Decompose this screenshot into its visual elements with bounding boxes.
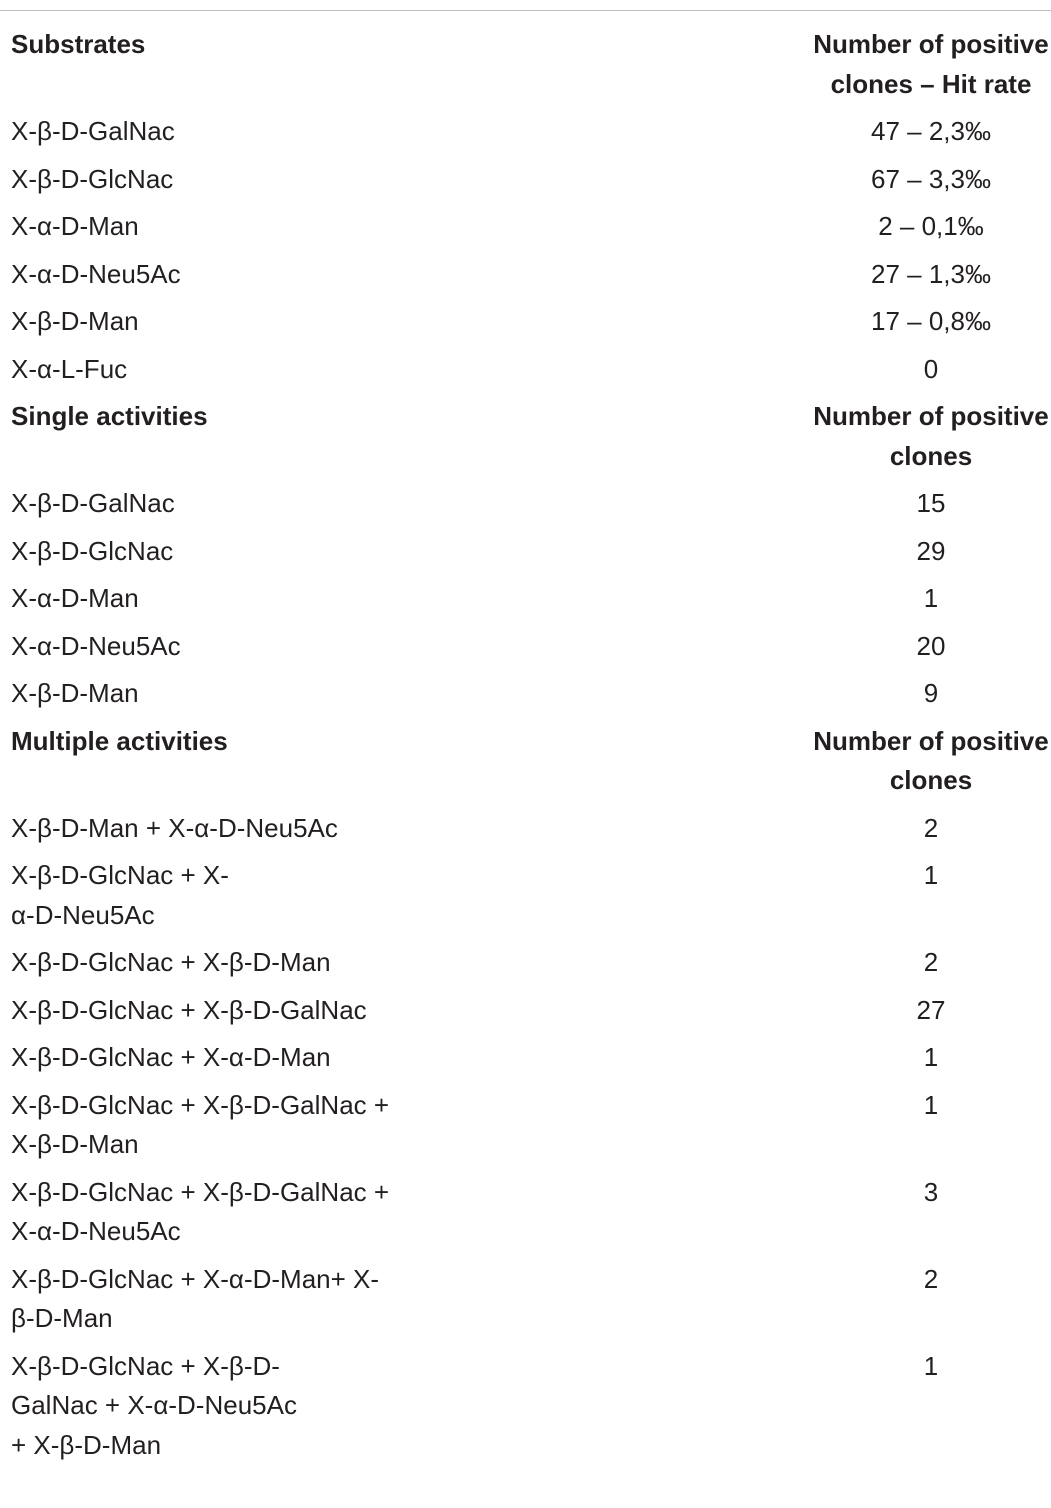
row-label: X-β-D-GlcNac + X-β-D-GalNac + X-β-D-Man — [11, 1089, 390, 1159]
table-row — [0, 1347, 1051, 1466]
row-label: X-β-D-GlcNac — [11, 163, 174, 194]
table-row — [0, 991, 1051, 1039]
row-value: 20 — [916, 630, 946, 661]
top-rule — [0, 10, 1051, 11]
table-row — [0, 302, 1051, 350]
row-value: 15 — [916, 488, 946, 518]
row-label: X-α-L-Fuc — [11, 353, 128, 384]
section-heading-label: Multiple activities — [11, 725, 228, 756]
row-label: X-β-D-GlcNac + X-β-D-Man — [11, 947, 331, 977]
table-row — [0, 627, 1051, 675]
section-header-multiple-activities — [0, 722, 1051, 809]
section-header-single-activities — [0, 397, 1051, 484]
row-value: 1 — [923, 1350, 939, 1381]
section-heading-value: Number of positive clones — [813, 725, 1049, 795]
row-label: X-β-D-GalNac — [11, 116, 175, 146]
row-label: X-α-D-Man — [11, 583, 139, 613]
row-label: X-β-D-Man + X-α-D-Neu5Ac — [11, 812, 338, 843]
row-value: 1 — [923, 1089, 939, 1120]
row-value: 2 — [923, 812, 939, 843]
row-value: 29 — [916, 535, 946, 566]
table-row — [0, 1173, 1051, 1260]
row-label: X-β-D-GlcNac + X-β-D-GalNac — [11, 994, 367, 1025]
section-heading-label: Substrates — [11, 29, 146, 59]
row-label: X-β-D-GalNac — [11, 488, 175, 518]
row-label: X-α-D-Neu5Ac — [11, 258, 181, 289]
row-value: 1 — [923, 583, 939, 613]
section-heading-value: Number of positive clones – Hit rate — [813, 29, 1049, 99]
table-row — [0, 1038, 1051, 1086]
row-value: 27 — [916, 994, 946, 1025]
row-value: 2 — [923, 1263, 939, 1294]
table-row — [0, 484, 1051, 532]
substrate-activity-table — [0, 25, 1051, 1465]
table-row — [0, 856, 1051, 943]
row-label: X-β-D-GlcNac + X-α-D-Man+ X-β-D-Man — [11, 1263, 380, 1333]
table-row — [0, 1260, 1051, 1347]
row-value: 17 – 0,8‰ — [871, 306, 991, 336]
row-value: 1 — [923, 860, 939, 890]
row-label: X-β-D-GlcNac — [11, 535, 174, 566]
row-value: 2 — [923, 947, 939, 977]
table-row — [0, 207, 1051, 255]
table-row — [0, 160, 1051, 208]
row-label: X-α-D-Neu5Ac — [11, 630, 181, 661]
section-heading-value: Number of positive clones — [813, 401, 1049, 471]
row-value: 0 — [923, 353, 939, 384]
section-header-substrates — [0, 25, 1051, 112]
table-row — [0, 579, 1051, 627]
table-row — [0, 532, 1051, 580]
row-value: 1 — [923, 1042, 939, 1072]
row-label: X-β-D-Man — [11, 306, 139, 336]
row-value: 47 – 2,3‰ — [871, 116, 991, 146]
table-row — [0, 674, 1051, 722]
row-label: X-β-D-GlcNac + X-α-D-Man — [11, 1042, 331, 1072]
row-value: 27 – 1,3‰ — [871, 258, 991, 289]
table-row — [0, 255, 1051, 303]
table-row — [0, 350, 1051, 398]
table-row — [0, 943, 1051, 991]
section-heading-label: Single activities — [11, 401, 208, 431]
table-row — [0, 112, 1051, 160]
row-label: X-α-D-Man — [11, 211, 139, 241]
table-row — [0, 809, 1051, 857]
row-label: X-β-D-GlcNac + X-α-D-Neu5Ac — [11, 860, 229, 930]
table-row — [0, 1086, 1051, 1173]
row-label: X-β-D-GlcNac + X-β-D-GalNac + X-α-D-Neu5Ac — [11, 1176, 390, 1246]
row-value: 67 – 3,3‰ — [871, 163, 991, 194]
row-label: X-β-D-GlcNac + X-β-D-GalNac + X-α-D-Neu5Ac + X-β-D-Man — [11, 1350, 297, 1460]
row-label: X-β-D-Man — [11, 678, 139, 708]
row-value: 9 — [923, 678, 939, 708]
row-value: 3 — [923, 1176, 939, 1207]
row-value: 2 – 0,1‰ — [878, 211, 984, 241]
